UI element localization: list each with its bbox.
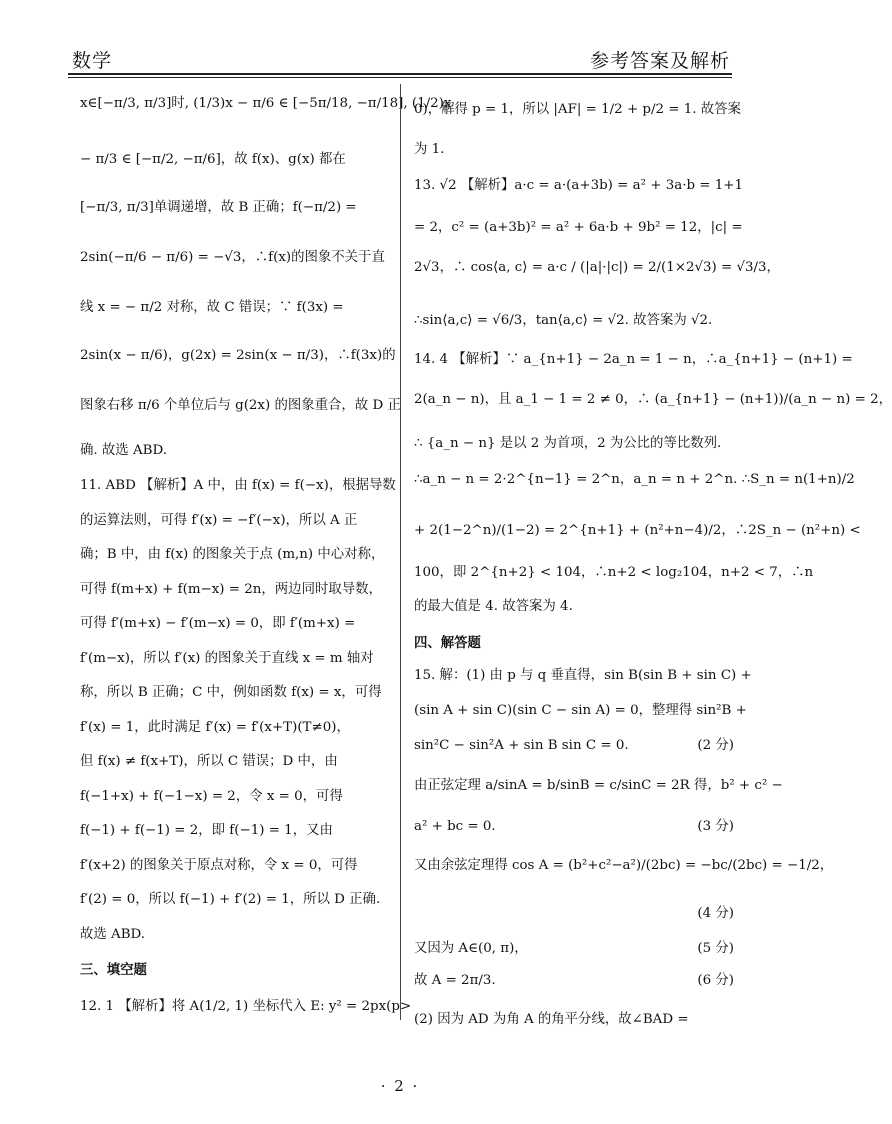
text-line: f′(x+2) 的图象关于原点对称，令 x = 0，可得 xyxy=(80,858,358,873)
text-line: f′(2) = 0，所以 f(−1) + f′(2) = 1，所以 D 正确. xyxy=(80,892,381,907)
text-line: f′(m−x)，所以 f′(x) 的图象关于直线 x = m 轴对 xyxy=(80,651,374,666)
text-line: (2) 因为 AD 为角 A 的角平分线，故∠BAD = xyxy=(414,1012,689,1027)
text-line: 100，即 2^{n+2} < 104，∴n+2 < log₂104，n+2 < 7，∴n xyxy=(414,565,814,580)
text-line: sin²C − sin²A + sin B sin C = 0. xyxy=(414,738,629,753)
text-line: 的运算法则，可得 f′(x) = −f′(−x)，所以 A 正 xyxy=(80,513,358,528)
score-mark: (5 分) xyxy=(697,941,734,956)
header-rule-thick xyxy=(68,73,732,75)
text-line: f(−1) + f(−1) = 2，即 f(−1) = 1，又由 xyxy=(80,823,333,838)
text-line: 称，所以 B 正确；C 中，例如函数 f(x) = x，可得 xyxy=(80,685,382,700)
text-line: = 2，c² = (a+3b)² = a² + 6a·b + 9b² = 12，|c| = xyxy=(414,220,743,235)
text-line: 14. 4 【解析】∵ a_{n+1} − 2a_n = 1 − n，∴a_{n+1} − (n+1) = xyxy=(414,352,853,367)
score-mark: (6 分) xyxy=(697,973,734,988)
text-line: + 2(1−2^n)/(1−2) = 2^{n+1} + (n²+n−4)/2，∴2S_n − (n²+n) < xyxy=(414,523,861,538)
text-line: 2(a_n − n)，且 a_1 − 1 = 2 ≠ 0，∴ (a_{n+1} − (n+1))/(a_n − n) = 2， xyxy=(414,392,892,407)
text-line: f′(x) = 1，此时满足 f′(x) = f′(x+T)(T≠0)， xyxy=(80,720,350,735)
text-line: (sin A + sin C)(sin C − sin A) = 0，整理得 sin²B + xyxy=(414,703,747,718)
header-rule-thin xyxy=(68,77,732,78)
text-line: 故 A = 2π/3. xyxy=(414,973,496,988)
text-line: 为 1. xyxy=(414,142,445,157)
text-line: 线 x = − π/2 对称，故 C 错误；∵ f(3x) = xyxy=(80,300,344,315)
text-line: ∴ {a_n − n} 是以 2 为首项，2 为公比的等比数列. xyxy=(414,436,722,451)
text-line: − π/3 ∈ [−π/2, −π/6]，故 f(x)、g(x) 都在 xyxy=(80,152,346,167)
score-mark: (2 分) xyxy=(697,738,734,753)
score-mark: (4 分) xyxy=(697,906,734,921)
text-line: a² + bc = 0. xyxy=(414,819,496,834)
text-line: ∴sin⟨a,c⟩ = √6/3，tan⟨a,c⟩ = √2. 故答案为 √2. xyxy=(414,313,713,328)
page-header xyxy=(68,40,732,76)
text-line: 的最大值是 4. 故答案为 4. xyxy=(414,599,573,614)
text-line: 11. ABD 【解析】A 中，由 f(x) = f(−x)，根据导数 xyxy=(80,478,396,493)
text-line: f(−1+x) + f(−1−x) = 2，令 x = 0，可得 xyxy=(80,789,343,804)
text-line: 12. 1 【解析】将 A(1/2, 1) 坐标代入 E: y² = 2px(p> xyxy=(80,999,412,1014)
text-line: 2sin(−π/6 − π/6) = −√3，∴f(x)的图象不关于直 xyxy=(80,250,385,265)
text-line: 由正弦定理 a/sinA = b/sinB = c/sinC = 2R 得，b² + c² − xyxy=(414,778,783,793)
text-line: 图象右移 π/6 个单位后与 g(2x) 的图象重合，故 D 正 xyxy=(80,398,401,413)
text-line: 故选 ABD. xyxy=(80,927,146,942)
text-line: [−π/3, π/3]单调递增，故 B 正确；f(−π/2) = xyxy=(80,200,357,215)
text-line: 2sin(x − π/6)，g(2x) = 2sin(x − π/3)，∴f(3x)的 xyxy=(80,348,396,363)
text-line: 0)，解得 p = 1，所以 |AF| = 1/2 + p/2 = 1. 故答案 xyxy=(414,102,741,117)
text-line: 确. 故选 ABD. xyxy=(80,443,167,458)
section-heading: 三、填空题 xyxy=(80,963,147,978)
document-title: 参考答案及解析 xyxy=(589,50,730,72)
text-line: x∈[−π/3, π/3]时, (1/3)x − π/6 ∈ [−5π/18, −π/18], (1/2)x xyxy=(80,96,452,111)
text-line: 可得 f′(m+x) − f′(m−x) = 0，即 f′(m+x) = xyxy=(80,616,356,631)
text-line: 15. 解：(1) 由 p 与 q 垂直得，sin B(sin B + sin C) + xyxy=(414,668,752,683)
score-mark: (3 分) xyxy=(697,819,734,834)
text-line: 可得 f(m+x) + f(m−x) = 2n，两边同时取导数， xyxy=(80,582,382,597)
text-line: 13. √2 【解析】a·c = a·(a+3b) = a² + 3a·b = 1+1 xyxy=(414,178,744,193)
text-line: 但 f(x) ≠ f(x+T)，所以 C 错误；D 中，由 xyxy=(80,754,338,769)
column-divider xyxy=(400,84,401,1020)
text-line: 又因为 A∈(0, π)， xyxy=(414,941,528,956)
section-heading: 四、解答题 xyxy=(414,636,481,651)
subject-label: 数学 xyxy=(72,50,113,72)
page-number: · 2 · xyxy=(380,1077,420,1095)
text-line: 又由余弦定理得 cos A = (b²+c²−a²)/(2bc) = −bc/(2bc) = −1/2， xyxy=(414,858,834,873)
text-line: ∴a_n − n = 2·2^{n−1} = 2^n，a_n = n + 2^n. ∴S_n = n(1+n)/2 xyxy=(414,472,855,487)
text-line: 确；B 中，由 f(x) 的图象关于点 (m,n) 中心对称， xyxy=(80,547,385,562)
text-line: 2√3，∴ cos⟨a, c⟩ = a·c / (|a|·|c|) = 2/(1×2√3) = √3/3， xyxy=(414,260,780,275)
